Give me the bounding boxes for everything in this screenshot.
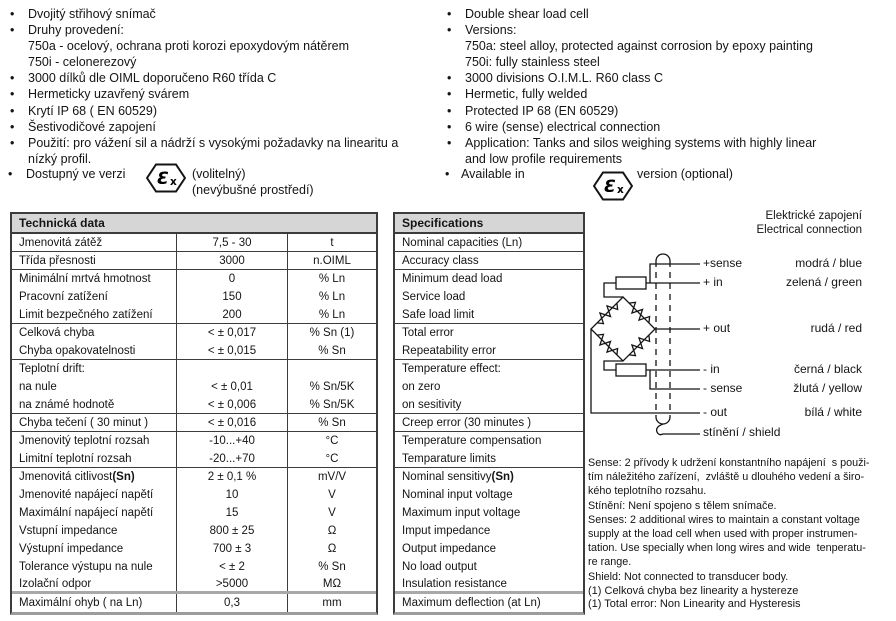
table-row [395, 414, 583, 432]
technical-data-table [10, 212, 378, 615]
table-row [12, 360, 376, 378]
row-value: 0,3 [177, 594, 288, 612]
row-label-en: Service load [402, 291, 466, 303]
table-header-en: Specifications [395, 214, 583, 234]
table-row [12, 306, 376, 324]
table-row [395, 450, 583, 468]
available-version-line-en [445, 161, 885, 201]
wire-color-label: bílá / white [804, 405, 862, 419]
feature-text: 3000 dílků dle OIML doporučeno R60 třída C [28, 71, 277, 86]
sense-shield-notes [588, 456, 896, 584]
table-row [12, 522, 376, 540]
row-label-en: Temparature limits [402, 452, 496, 465]
row-value: 15 [177, 504, 288, 522]
table-row [395, 540, 583, 558]
available-suffix-en: version (optional) [637, 167, 733, 181]
row-label-en: Output impedance [402, 543, 496, 555]
bullet-dot: • [10, 135, 15, 150]
table-row [395, 558, 583, 576]
svg-text:Ɛ: Ɛ [604, 177, 616, 197]
table-row [395, 234, 583, 252]
ex-note-1: (volitelný) [192, 167, 246, 181]
row-value: 700 ± 3 [177, 540, 288, 558]
table-row [12, 396, 376, 414]
table-row [12, 288, 376, 306]
feature-text: 6 wire (sense) electrical connection [465, 119, 661, 134]
table-row [395, 324, 583, 342]
table-row [395, 522, 583, 540]
wire-terminal-label: + out [703, 321, 731, 335]
feature-text: Hermetic, fully welded [465, 87, 588, 102]
feature-item [8, 103, 398, 119]
row-unit: V [328, 489, 336, 501]
feature-item [445, 54, 816, 70]
row-label-cz: Celková chyba [12, 324, 177, 342]
wire-color-label: černá / black [793, 362, 862, 376]
svg-text:Ɛ: Ɛ [157, 169, 169, 189]
note-line: kého teplotního rozsahu. [588, 485, 707, 498]
table-row [12, 324, 376, 342]
table-row [395, 468, 583, 486]
row-label-en: on sesitivity [402, 398, 462, 411]
wire-terminal-label: stínění / shield [703, 425, 781, 439]
row-label-cz: Pracovní zatížení [12, 288, 177, 306]
row-value: < ± 0,01 [177, 378, 288, 396]
row-label-cz: Jmenovitá citlivost (Sn) [12, 468, 177, 486]
feature-list-en [445, 6, 816, 167]
row-label-cz: na známé hodnotě [12, 396, 177, 413]
row-label-cz: na nule [12, 378, 177, 396]
feature-text: 750i: fully stainless steel [465, 55, 600, 70]
row-label-en: Imput impedance [402, 525, 491, 537]
table-row [395, 270, 583, 288]
note-line: Shield: Not connected to transducer body. [588, 570, 789, 583]
bullet-dot: • [445, 167, 450, 181]
table-row [395, 432, 583, 450]
row-unit: mV/V [317, 471, 347, 483]
feature-item [445, 22, 816, 38]
row-unit: % Sn [318, 416, 346, 429]
wire-terminal-label: +sense [703, 256, 743, 270]
feature-item [8, 54, 398, 70]
row-value: 800 ± 25 [177, 522, 288, 540]
table-row [12, 450, 376, 468]
table-row [12, 270, 376, 288]
bullet-dot: • [10, 23, 15, 38]
feature-text: Krytí IP 68 ( EN 60529) [28, 103, 157, 118]
table-row [12, 540, 376, 558]
row-label-cz: Chyba tečení ( 30 minut ) [12, 414, 177, 431]
row-label-cz: Izolační odpor [12, 576, 177, 591]
table-row [395, 252, 583, 270]
feature-item [8, 38, 398, 54]
table-row [395, 594, 583, 612]
bullet-indent [8, 54, 28, 70]
diagram-title-en: Electrical connection [756, 224, 862, 236]
table-row [395, 486, 583, 504]
row-label-en: Insulation resistance [402, 577, 507, 590]
row-unit: mm [322, 597, 342, 609]
table-row [395, 306, 583, 324]
row-label-cz: Teplotní drift: [12, 360, 177, 378]
feature-text: 750a: steel alloy, protected against corrosion by epoxy painting [465, 39, 813, 54]
feature-item [445, 103, 816, 119]
row-label-en: Temperature effect: [402, 363, 501, 375]
row-unit: % Ln [318, 273, 346, 285]
footnote-en: (1) Total error: Non Linearity and Hysteresis [588, 597, 801, 610]
feature-text: Double shear load cell [465, 7, 589, 21]
row-value: -20...+70 [177, 450, 288, 467]
feature-item [8, 22, 398, 38]
row-value: 2 ± 0,1 % [177, 468, 288, 486]
feature-text: Protected IP 68 (EN 60529) [465, 103, 619, 118]
table-row [12, 594, 376, 612]
table-row [395, 360, 583, 378]
svg-text:x: x [170, 176, 177, 188]
footnotes [588, 585, 801, 610]
feature-text: 750i - celonerezový [28, 55, 137, 70]
feature-text: nízký profil. [28, 151, 92, 166]
row-label-en: Nominal capacities (Ln) [402, 236, 523, 249]
row-label-cz: Maximální napájecí napětí [12, 504, 177, 522]
note-line: re range. [588, 556, 632, 569]
available-version-line-cz [8, 161, 428, 201]
feature-item [8, 119, 398, 135]
bullet-indent [445, 54, 465, 70]
row-value: < ± 0,006 [177, 396, 288, 413]
bullet-indent [445, 38, 465, 54]
table-row [12, 234, 376, 252]
feature-item [8, 6, 398, 22]
feature-item [445, 119, 816, 135]
wire-terminal-label: + in [703, 275, 723, 289]
bullet-dot: • [447, 23, 452, 38]
row-value: < ± 2 [177, 558, 288, 576]
row-label-en: Nominal input voltage [402, 489, 513, 501]
wire-color-label: zelená / green [785, 275, 862, 289]
table-row [12, 252, 376, 270]
table-row [12, 432, 376, 450]
row-label-cz: Vstupní impedance [12, 522, 177, 540]
row-unit: t [330, 236, 334, 249]
table-row [12, 342, 376, 360]
row-label-cz: Limit bezpečného zatížení [12, 306, 177, 323]
row-value: 150 [177, 288, 288, 306]
row-value: 7,5 - 30 [177, 234, 288, 251]
row-unit [288, 360, 376, 378]
note-line: tím náležitého zařízení, zvláště u dlouhého vedení a širo- [588, 471, 865, 484]
row-value: 3000 [177, 252, 288, 269]
table-row [395, 504, 583, 522]
row-label-cz: Tolerance výstupu na nule [12, 558, 177, 576]
row-label-en: Maximum deflection (at Ln) [402, 597, 541, 609]
feature-text: Versions: [465, 23, 517, 38]
ex-hexagon-icon [593, 170, 633, 202]
row-unit: Ω [327, 525, 337, 537]
row-label-cz: Jmenovité napájecí napětí [12, 486, 177, 504]
table-row [395, 576, 583, 594]
row-label-en: on zero [402, 381, 441, 393]
row-unit: % Sn/5K [309, 398, 355, 411]
row-label-en: Temperature compensation [402, 435, 542, 447]
row-unit: °C [325, 452, 339, 465]
available-prefix-cz: Dostupný ve verzi [26, 167, 126, 181]
table-row [12, 486, 376, 504]
table-row [12, 504, 376, 522]
row-label-en: Creep error (30 minutes ) [402, 416, 532, 429]
row-unit: MΩ [322, 577, 342, 590]
feature-item [445, 135, 816, 151]
feature-text: Šestivodičové zapojení [28, 119, 156, 134]
bullet-dot: • [447, 135, 452, 150]
row-value: < ± 0,015 [177, 342, 288, 359]
row-value: 200 [177, 306, 288, 323]
table-row [395, 342, 583, 360]
row-value: 10 [177, 486, 288, 504]
row-label-en: Repeatability error [402, 344, 496, 357]
feature-text: Application: Tanks and silos weighing systems with highly linear [465, 135, 817, 150]
wire-color-label: žlutá / yellow [793, 381, 862, 395]
feature-text: Druhy provedení: [28, 23, 124, 38]
bullet-dot: • [10, 87, 15, 102]
wire-color-label: rudá / red [810, 321, 862, 335]
table-row [12, 468, 376, 486]
row-label-en: Safe load limit [402, 308, 475, 321]
feature-text: Použití: pro vážení sil a nádrží s vysokými požadavky na linearitu a [28, 135, 399, 150]
bullet-dot: • [8, 167, 13, 181]
row-value: < ± 0,016 [177, 414, 288, 431]
diagram-title-cz: Elektrické zapojení [765, 210, 862, 222]
wire-terminal-label: - out [703, 405, 728, 419]
wire-terminal-label: - sense [703, 381, 743, 395]
row-value [177, 360, 288, 378]
note-line: Senses: 2 additional wires to maintain a constant voltage [588, 513, 860, 526]
table-row [12, 576, 376, 594]
table-row [12, 414, 376, 432]
row-unit: % Sn/5K [309, 381, 355, 393]
row-label-cz: Výstupní impedance [12, 540, 177, 558]
bullet-dot: • [447, 119, 452, 134]
note-line: tation. Use specially when long wires and wide tenperatu- [588, 542, 866, 555]
table-row [395, 396, 583, 414]
row-label-cz: Chyba opakovatelnosti [12, 342, 177, 359]
footnote-cz: (1) Celková chyba bez linearity a hystereze [588, 585, 799, 597]
svg-text:x: x [617, 184, 624, 196]
row-value: 0 [177, 270, 288, 288]
row-label-cz: Limitní teplotní rozsah [12, 450, 177, 467]
feature-item [8, 70, 398, 86]
feature-item [8, 86, 398, 102]
bullet-dot: • [10, 7, 15, 21]
electrical-connection-diagram [588, 205, 896, 475]
feature-text: Hermeticky uzavřený svárem [28, 87, 190, 102]
table-row [12, 378, 376, 396]
row-label-cz: Minimální mrtvá hmotnost [12, 270, 177, 288]
row-unit: % Ln [318, 308, 346, 321]
bullet-dot: • [447, 7, 452, 21]
feature-text: and low profile requirements [465, 151, 623, 166]
row-value: < ± 0,017 [177, 324, 288, 342]
bullet-dot: • [10, 119, 15, 134]
row-label-cz: Maximální ohyb ( na Ln) [12, 594, 177, 612]
row-unit: % Ln [318, 291, 346, 303]
row-value: >5000 [177, 576, 288, 591]
feature-list-cz [8, 6, 398, 167]
row-unit: °C [325, 435, 339, 447]
bullet-dot: • [10, 71, 15, 86]
wire-terminal-label: - in [703, 362, 720, 376]
note-line: Sense: 2 přívody k udržení konstantního napájení s použi- [588, 457, 870, 469]
row-unit: Ω [327, 543, 337, 555]
row-label-en: Total error [402, 327, 454, 339]
row-unit: % Sn (1) [309, 327, 355, 339]
row-label-en: Maximum input voltage [402, 507, 521, 519]
row-label-cz: Jmenovitý teplotní rozsah [12, 432, 177, 450]
feature-text: 750a - ocelový, ochrana proti korozi epoxydovým nátěrem [28, 39, 349, 54]
ex-hexagon-icon [146, 162, 186, 194]
row-label-en: Minimum dead load [402, 273, 503, 285]
available-prefix-en: Available in [461, 167, 525, 181]
row-label-cz: Třída přesnosti [12, 252, 177, 269]
row-unit: V [328, 507, 336, 519]
specifications-table [393, 212, 585, 615]
row-unit: % Sn [318, 561, 346, 573]
bullet-dot: • [447, 87, 452, 102]
feature-text: Dvojitý střihový snímač [28, 7, 156, 21]
bullet-dot: • [10, 103, 15, 118]
row-value: -10...+40 [177, 432, 288, 450]
feature-item [445, 6, 816, 22]
ex-note-2: (nevýbušné prostředí) [192, 183, 314, 197]
table-row [12, 558, 376, 576]
row-label-cz: Jmenovitá zátěž [12, 234, 177, 251]
feature-text: 3000 divisions O.I.M.L. R60 class C [465, 71, 663, 86]
row-label-en: Accuracy class [402, 254, 479, 267]
bullet-dot: • [447, 103, 452, 118]
feature-item [8, 135, 398, 151]
note-line: Stínění: Není spojeno s tělem snímače. [588, 499, 777, 512]
note-line: supply at the load cell when used with proper instrumen- [588, 528, 858, 541]
bullet-dot: • [447, 71, 452, 86]
row-unit: n.OIML [313, 254, 351, 267]
row-unit: % Sn [318, 344, 346, 357]
table-row [395, 288, 583, 306]
table-row [395, 378, 583, 396]
row-label-en: No load output [402, 561, 477, 573]
table-header-cz: Technická data [12, 214, 376, 234]
feature-item [445, 38, 816, 54]
row-label-en: Nominal sensitivy (Sn) [402, 471, 514, 483]
feature-item [445, 86, 816, 102]
feature-item [445, 70, 816, 86]
bullet-indent [8, 38, 28, 54]
wire-color-label: modrá / blue [795, 256, 862, 270]
diagram-title [692, 209, 862, 237]
